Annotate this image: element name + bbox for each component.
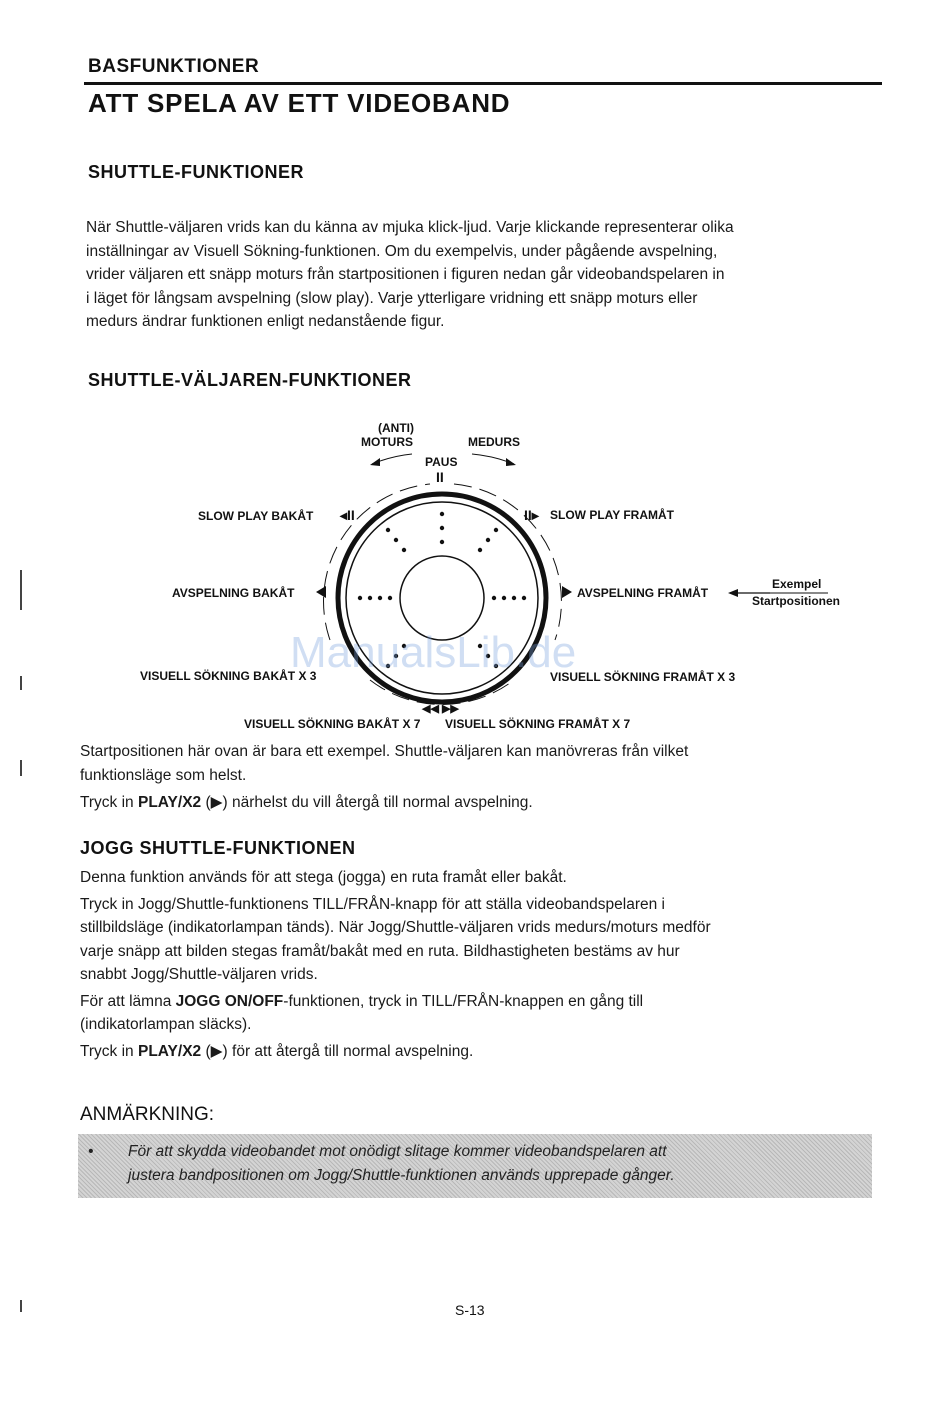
margin-mark — [20, 676, 22, 690]
ff-rew-icons: ◀◀ ▶▶ — [422, 703, 459, 715]
note-row — [88, 1140, 858, 1164]
slow-back-icon: ◂II — [340, 507, 355, 523]
text-segment: Tryck in — [80, 794, 138, 811]
slow-fwd-icon: II▸ — [524, 507, 539, 523]
after-diagram-paragraph — [80, 740, 880, 815]
note-line: För att skydda videobandet mot onödigt slitage kommer videobandspelaren att — [128, 1143, 667, 1160]
play-fwd-icon — [562, 586, 572, 598]
search-back-7-label: VISUELL SÖKNING BAKÅT X 7 — [244, 717, 421, 731]
text-segment: (▶) närhelst du vill återgå till normal avspelning. — [201, 794, 533, 811]
jogg-heading: JOGG SHUTTLE-FUNKTIONEN — [80, 838, 356, 858]
section-header: BASFUNKTIONER — [88, 56, 260, 77]
play-x2-label: PLAY/X2 — [137, 794, 202, 811]
diagram-heading: SHUTTLE-VÄLJAREN-FUNKTIONER — [88, 370, 412, 390]
play-back-label: AVSPELNING BAKÅT — [172, 586, 295, 600]
shuttle-line: vrider väljaren ett snäpp moturs från startpositionen i figuren nedan går videobandspelaren in — [86, 266, 725, 283]
moturs-label: MOTURS — [361, 435, 413, 449]
margin-mark — [20, 1300, 22, 1312]
watermark: ManualsLib.de — [290, 628, 577, 677]
note-heading: ANMÄRKNING: — [80, 1104, 215, 1125]
play-back-icon — [316, 586, 326, 598]
slow-back-label: SLOW PLAY BAKÅT — [198, 509, 314, 523]
bullet: • — [88, 1143, 94, 1160]
example-label: Exempel — [772, 577, 822, 591]
search-fwd-7-label: VISUELL SÖKNING FRAMÅT X 7 — [445, 717, 631, 731]
after-line-play — [80, 791, 880, 815]
shuttle-heading: SHUTTLE-FUNKTIONER — [88, 162, 304, 182]
jogg-line-onoff — [80, 990, 890, 1014]
text-segment: (▶) för att återgå till normal avspelning. — [201, 1042, 474, 1060]
jogg-line: varje snäpp att bilden stegas framåt/bakåt med en ruta. Bildhastigheten bestäms av hur — [80, 942, 680, 960]
text-segment: För att lämna — [80, 992, 176, 1010]
shuttle-line: i läget för långsam avspelning (slow play). Varje ytterligare vridning ett snäpp moturs eller — [86, 289, 698, 307]
jogg-line: Denna funktion används för att stega (jogga) en ruta framåt eller bakåt. — [80, 869, 567, 886]
jogg-line: stillbildsläge (indikatorlampan tänds). När Jogg/Shuttle-väljaren vrids medurs/moturs medför — [80, 919, 711, 936]
play-fwd-label: AVSPELNING FRAMÅT — [577, 586, 709, 600]
shuttle-line: inställningar av Visuell Sökning-funktionen. Om du exempelvis, under pågående avspelning, — [86, 242, 718, 260]
jogg-line: Tryck in Jogg/Shuttle-funktionens TILL/FRÅN-knapp för att ställa videobandspelaren i — [80, 895, 666, 913]
page-title: ATT SPELA AV ETT VIDEOBAND — [88, 88, 511, 118]
after-line: Startpositionen här ovan är bara ett exempel. Shuttle-väljaren kan manövreras från vilket — [80, 743, 689, 760]
play-x2-label: PLAY/X2 — [137, 1042, 202, 1060]
search-fwd-3-label: VISUELL SÖKNING FRAMÅT X 3 — [550, 670, 736, 684]
anti-label: (ANTI) — [378, 421, 414, 435]
jogg-paragraph — [80, 866, 890, 1063]
shuttle-line: medurs ändrar funktionen enligt nedanstående figur. — [86, 313, 445, 330]
after-line: funktionsläge som helst. — [80, 766, 247, 784]
paus-label: PAUS — [425, 455, 458, 469]
search-back-3-label: VISUELL SÖKNING BAKÅT X 3 — [140, 669, 317, 683]
margin-mark — [20, 760, 22, 776]
pause-icon: II — [436, 469, 444, 485]
slow-fwd-label: SLOW PLAY FRAMÅT — [550, 508, 675, 522]
note-text — [88, 1140, 858, 1188]
jogg-line: (indikatorlampan släcks). — [80, 1016, 252, 1033]
medurs-label: MEDURS — [468, 435, 521, 449]
note-line: justera bandpositionen om Jogg/Shuttle-funktionen används upprepade gånger. — [128, 1167, 675, 1184]
jogg-line-play — [80, 1040, 890, 1064]
page-number: S-13 — [455, 1302, 485, 1318]
shuttle-line: När Shuttle-väljaren vrids kan du känna av mjuka klick-ljud. Varje klickande representerar olika — [86, 219, 734, 236]
text-segment: -funktionen, tryck in TILL/FRÅN-knappen en gång till — [283, 992, 644, 1010]
jogg-line: snabbt Jogg/Shuttle-väljaren vrids. — [80, 966, 318, 983]
start-position-label: Startpositionen — [752, 594, 841, 608]
text-segment: Tryck in — [80, 1042, 138, 1060]
margin-mark — [20, 570, 22, 610]
jogg-onoff-label: JOGG ON/OFF — [175, 992, 284, 1010]
